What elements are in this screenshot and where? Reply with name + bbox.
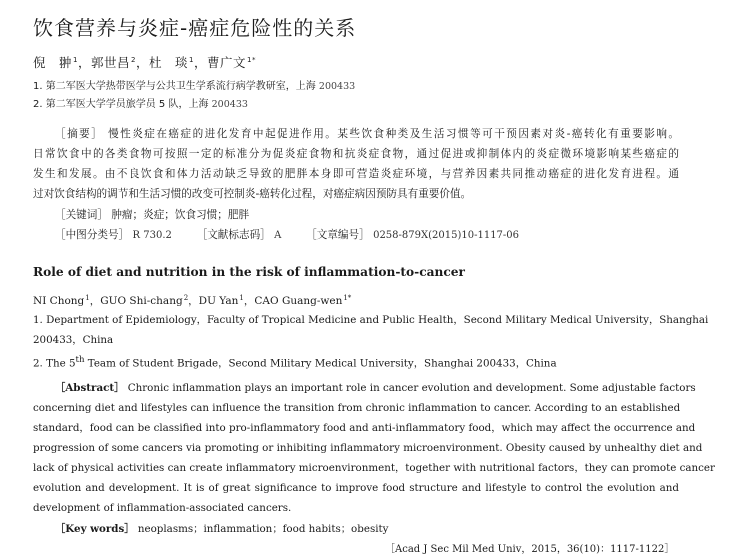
author-separator: ， — [243, 295, 255, 307]
affiliations-en — [33, 310, 709, 373]
author-name: NI Chong — [33, 295, 85, 307]
affiliation-en-line — [33, 350, 679, 373]
author-separator: ， — [188, 295, 199, 307]
keywords-en — [55, 520, 388, 535]
ordinal-suffix: th — [75, 355, 85, 365]
doc-code-label: ［文献标志码］ — [196, 229, 271, 241]
affiliation-text: 2. 第二军医大学学员旅学员 5 队，上海 — [33, 99, 209, 110]
affiliation-en-text: 2. The 5 — [33, 357, 76, 370]
abstract-en-line — [33, 378, 696, 398]
author-affiliation-mark: 1 — [239, 293, 244, 302]
abstract-cn-label: ［摘要］ — [55, 128, 104, 140]
abstract-en-line: evolution and development. It is of great significance to improve food structure and lifestyle to control the evolution and — [33, 482, 679, 494]
author-name: 杜 琰 — [149, 55, 189, 70]
author-separator: ， — [135, 55, 149, 70]
article-number-label: ［文章编号］ — [306, 229, 370, 241]
affiliation-text: 1. 第二军医大学热带医学与公共卫生学系流行病学教研室，上海 — [33, 81, 316, 92]
affiliation-zip: 200433 — [318, 81, 356, 92]
abstract-en-line: lack of physical activities can create inflammatory microenvironment，together with nutritional factors，they can promote cancer — [33, 462, 715, 474]
author-affiliation-mark: 2 — [183, 293, 189, 302]
keywords-en-label: ［Key words］ — [55, 523, 135, 535]
abstract-cn-text: 慢性炎症在癌症的进化发育中起促进作用。某些饮食种类及生活习惯等可干预因素对炎-癌转化有重要影响。 — [108, 128, 679, 140]
author-separator: ， — [89, 295, 101, 307]
author-separator: ， — [193, 55, 207, 70]
affiliation-zip: 200433 — [211, 99, 248, 110]
doc-code-value: A — [274, 230, 282, 241]
article-title-en: Role of diet and nutrition in the risk of inflammation-to-cancer — [33, 265, 465, 279]
article-title-cn: 饮食营养与炎症-癌症危险性的关系 — [33, 16, 357, 40]
keywords-en-value: neoplasms；inflammation；food habits；obesity — [137, 523, 389, 535]
affiliation-en-line: 1. Department of Epidemiology，Faculty of Tropical Medicine and Public Health，Second Military Medical University，Shanghai — [33, 314, 709, 326]
author-name: 倪 翀 — [33, 55, 73, 70]
abstract-cn-line: 发生和发展。由不良饮食和体力活动缺乏导致的肥胖本身即可营造炎症环境，与营养因素共同推动癌症的进化发育进程。通 — [33, 168, 679, 180]
author-list-cn — [33, 53, 256, 71]
journal-citation: ［Acad J Sec Mil Med Univ，2015，36(10)：1117-1122］ — [385, 544, 675, 555]
article-number-value: 0258-879X(2015)10-1117-06 — [373, 230, 520, 241]
author-list-en — [33, 293, 351, 308]
abstract-en-line: progression of some cancers via promoting or inhibiting inflammatory microenvironment. Obesity caused by unhealthy diet and — [33, 442, 703, 454]
author-affiliation-mark: 1* — [247, 55, 256, 64]
clc-label: ［中图分类号］ — [55, 229, 130, 241]
author-affiliation-mark: 1 — [73, 55, 78, 64]
abstract-cn-line: 日常饮食中的各类食物可按照一定的标准分为促炎症食物和抗炎症食物，通过促进或抑制体内的炎症微环境影响某些癌症的 — [33, 148, 679, 160]
author-affiliation-mark: 1 — [85, 293, 90, 302]
abstract-en — [33, 378, 715, 518]
abstract-en-text: Chronic inflammation plays an important role in cancer evolution and development. Some adjustable factors — [127, 382, 696, 394]
author-separator: ， — [77, 55, 91, 70]
affiliation-cn-1 — [33, 77, 355, 92]
abstract-cn — [33, 124, 679, 204]
classification-row — [55, 227, 519, 242]
author-name: DU Yan — [198, 295, 239, 307]
author-name: CAO Guang-wen — [254, 295, 343, 307]
affiliation-en-line: 200433，China — [33, 334, 114, 346]
abstract-en-line: concerning diet and lifestyles can influence the transition from chronic inflammation to cancer. According to an established — [33, 402, 681, 414]
abstract-cn-line — [33, 124, 679, 144]
abstract-en-line: standard，food can be classified into pro-inflammatory food and anti-inflammatory food，which may affect the occurrence and — [33, 422, 696, 434]
author-affiliation-mark: 1* — [343, 293, 352, 302]
clc-value: R 730.2 — [132, 230, 172, 241]
abstract-en-label: ［Abstract］ — [55, 382, 125, 394]
keywords-cn-label: ［关键词］ — [55, 209, 108, 221]
keywords-cn — [55, 207, 249, 222]
abstract-en-line: development of inflammation-associated cancers. — [33, 502, 292, 514]
author-name: 曹广文 — [207, 55, 247, 70]
abstract-cn-line: 过对饮食结构的调节和生活习惯的改变可控制炎-癌转化过程，对癌症病因预防具有重要价值。 — [33, 188, 472, 200]
author-affiliation-mark: 2 — [131, 55, 136, 64]
author-name: GUO Shi-chang — [100, 295, 183, 307]
keywords-cn-value: 肿瘤；炎症；饮食习惯；肥胖 — [111, 209, 250, 221]
affiliation-cn-2 — [33, 95, 248, 110]
author-affiliation-mark: 1 — [189, 55, 194, 64]
author-name: 郭世昌 — [91, 55, 131, 70]
affiliation-en-text: Team of Student Brigade，Second Military Medical University，Shanghai 200433，China — [84, 357, 557, 370]
